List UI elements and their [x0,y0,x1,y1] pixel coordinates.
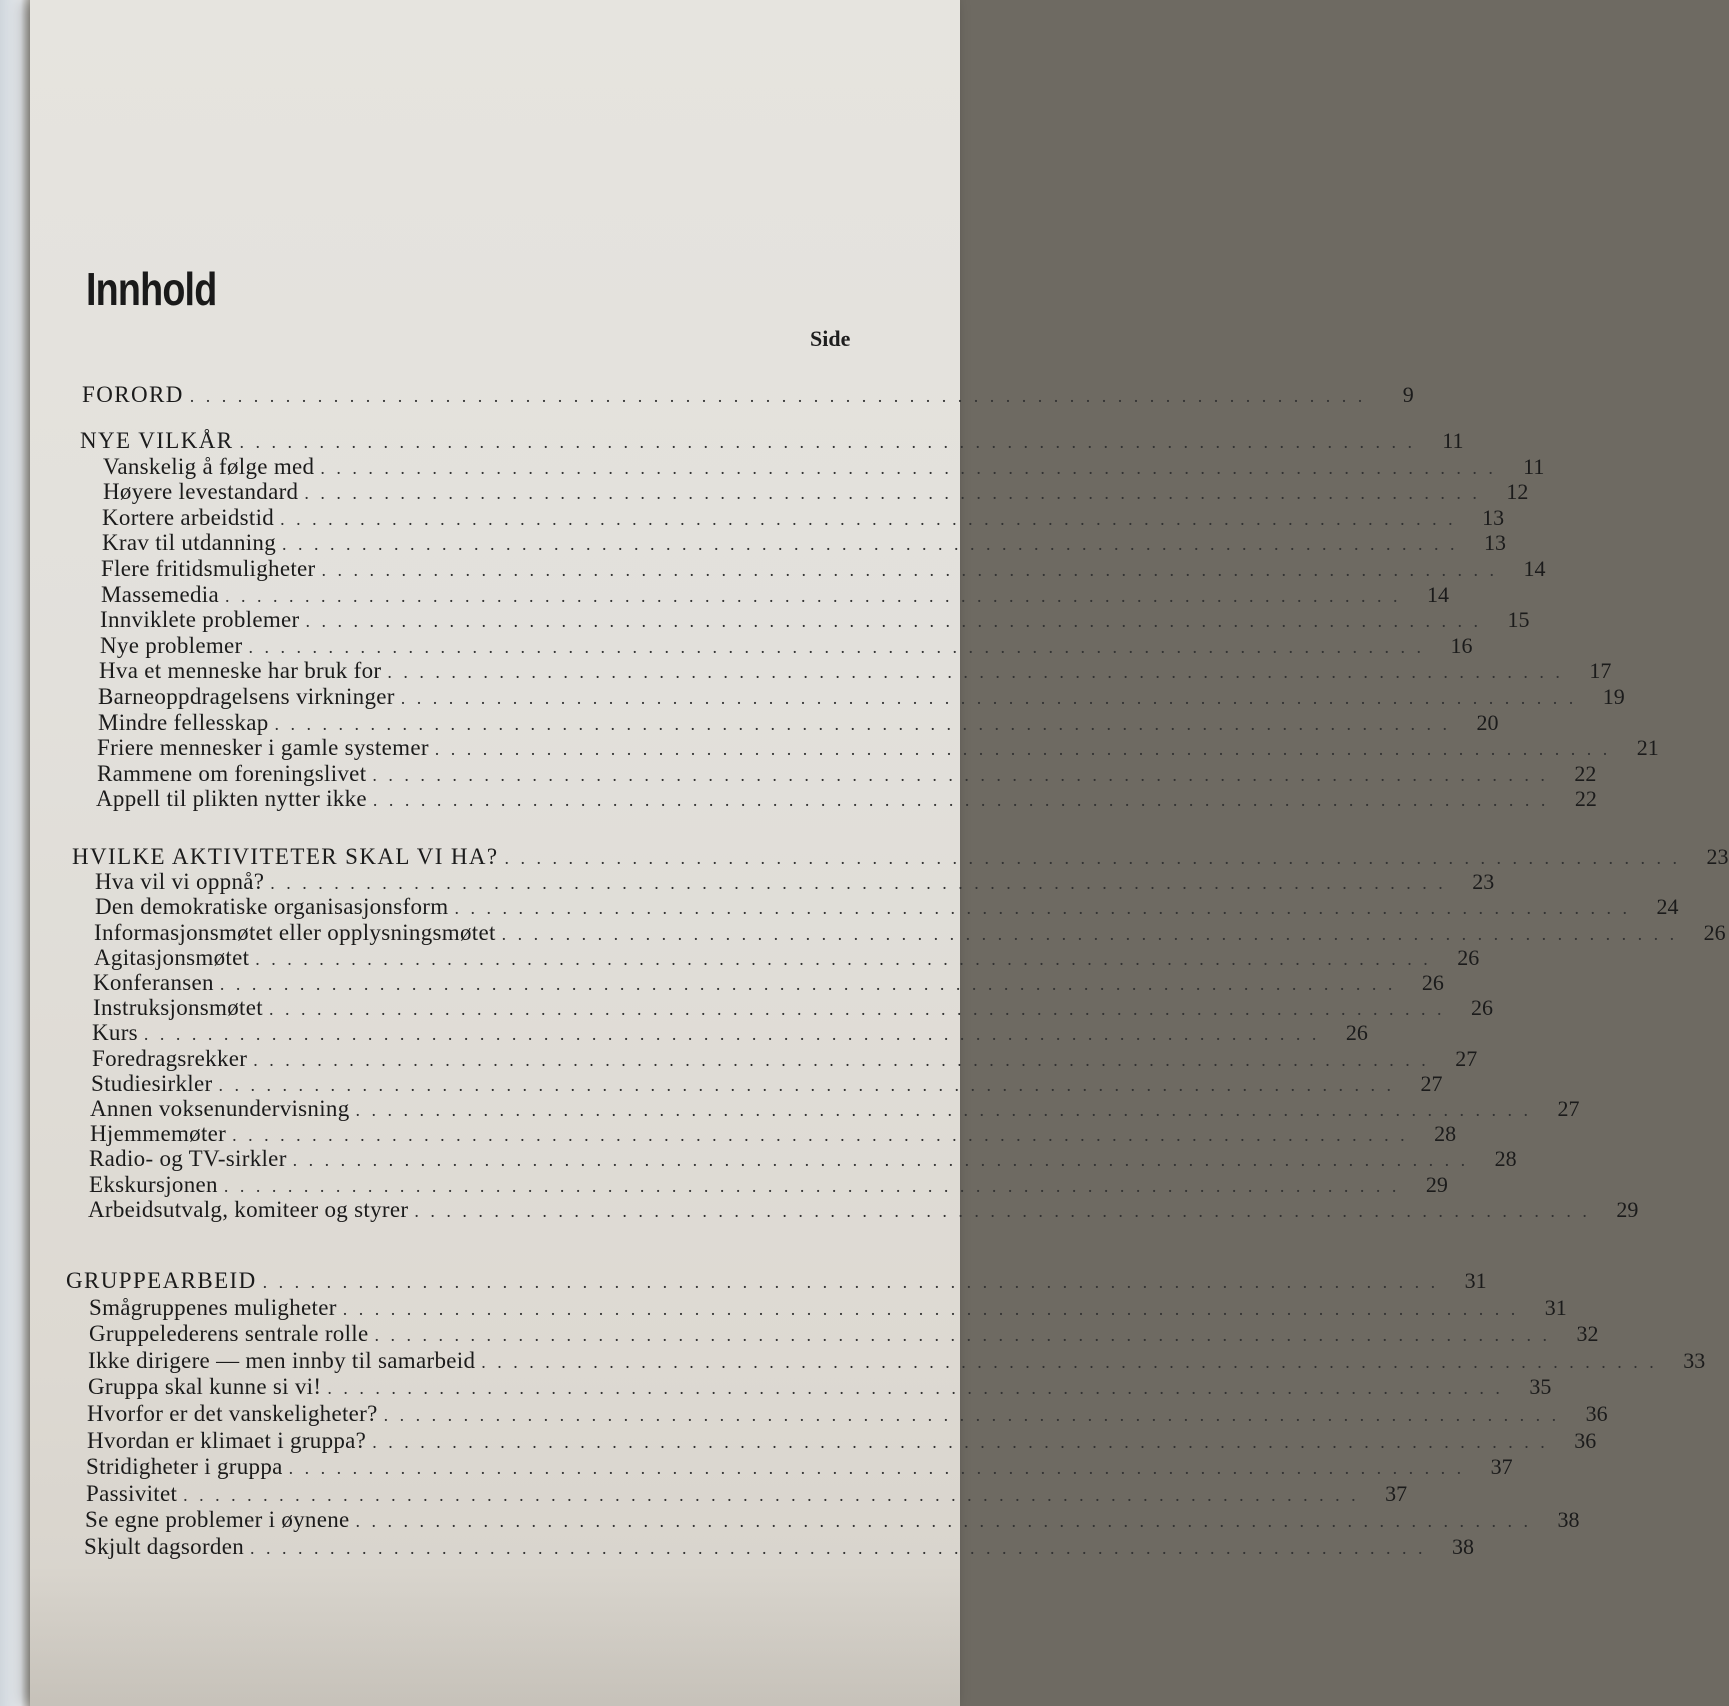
entry-title: Høyere levestandard [103,479,299,505]
dot-leader: . . . . . . . . . . . . . . . . . . . . . . . . . . . . . . . . . . . . . . . . . . . . . . . . . . . . . . . . . . . . . . . . . . . . . . . . . . [434,739,1611,760]
page-number: 37 [1385,1480,1408,1506]
dot-leader: . . . . . . . . . . . . . . . . . . . . . . . . . . . . . . . . . . . . . . . . . . . . . . . . . . . . . . . . . . . . . . . . . . . . . . . . . . [268,999,1445,1020]
toc-entry [100,607,1530,633]
entry-title: Hva vil vi oppnå? [95,869,265,895]
dot-leader: . . . . . . . . . . . . . . . . . . . . . . . . . . . . . . . . . . . . . . . . . . . . . . . . . . . . . . . . . . . . . . . . . . . . . . . . . . [253,1049,1430,1070]
entry-title: Appell til plikten nytter ikke [96,786,367,812]
page-number: 22 [1574,786,1597,812]
entry-title: Flere fritidsmuligheter [101,556,316,581]
toc-entry [94,944,1480,971]
dot-leader: . . . . . . . . . . . . . . . . . . . . . . . . . . . . . . . . . . . . . . . . . . . . . . . . . . . . . . . . . . . . . . . . . . . . . . . . . . [270,873,1447,894]
toc-entry [91,1070,1443,1097]
side-column-label: Side [810,326,851,351]
dot-leader: . . . . . . . . . . . . . . . . . . . . . . . . . . . . . . . . . . . . . . . . . . . . . . . . . . . . . . . . . . . . . . . . . . . . . . . . . . [248,636,1425,657]
toc-entry [89,1294,1567,1321]
entry-title: Agitasjonsmøtet [94,944,250,970]
dot-leader: . . . . . . . . . . . . . . . . . . . . . . . . . . . . . . . . . . . . . . . . . . . . . . . . . . . . . . . . . . . . . . . . . . . . . . . . . . [504,848,1681,868]
entry-title: Kurs [92,1020,138,1046]
entry-title: Skjult dagsorden [84,1534,245,1559]
page-number: 12 [1506,479,1529,505]
entry-title: Rammene om foreningslivet [97,760,367,786]
dot-leader: . . . . . . . . . . . . . . . . . . . . . . . . . . . . . . . . . . . . . . . . . . . . . . . . . . . . . . . . . . . . . . . . . . . . . . . . . . [239,432,1416,452]
entry-title: Innviklete problemer [100,607,300,633]
entry-title: Den demokratiske organisasjonsform [95,894,449,920]
page-number: 29 [1616,1196,1639,1222]
page-number: 24 [1656,894,1679,920]
page-number: 38 [1452,1534,1475,1559]
entry-title: Krav til utdanning [102,530,277,556]
dot-leader: . . . . . . . . . . . . . . . . . . . . . . . . . . . . . . . . . . . . . . . . . . . . . . . . . . . . . . . . . . . . . . . . . . . . . . . . . . [224,585,1401,606]
dot-leader: . . . . . . . . . . . . . . . . . . . . . . . . . . . . . . . . . . . . . . . . . . . . . . . . . . . . . . . . . . . . . . . . . . . . . . . . . . [383,1405,1560,1425]
entry-title: Passivitet [86,1480,178,1506]
toc-entry [101,581,1449,608]
page-number: 17 [1589,658,1612,684]
page-number: 31 [1544,1294,1567,1320]
dot-leader: . . . . . . . . . . . . . . . . . . . . . . . . . . . . . . . . . . . . . . . . . . . . . . . . . . . . . . . . . . . . . . . . . . . . . . . . . . [387,662,1564,683]
toc-entry [87,1401,1608,1427]
page-number: 27 [1455,1045,1478,1071]
toc-section-2 [80,428,1464,454]
page-number: 15 [1507,607,1530,633]
page-number: 28 [1494,1146,1517,1172]
entry-title: Arbeidsutvalg, komiteer og styrer [88,1196,409,1222]
toc-entry [102,504,1505,531]
page-number: 26 [1470,995,1493,1021]
toc-entry [97,735,1659,761]
entry-title: Ekskursjonen [89,1171,218,1197]
dot-leader: . . . . . . . . . . . . . . . . . . . . . . . . . . . . . . . . . . . . . . . . . . . . . . . . . . . . . . . . . . . . . . . . . . . . . . . . . . [327,1378,1504,1399]
toc-entry [96,786,1597,812]
toc-section-1 [82,382,1414,408]
page-number: 36 [1574,1427,1597,1453]
page-number: 33 [1683,1347,1706,1373]
page-number: 38 [1557,1507,1580,1533]
page-number: 9 [1402,382,1414,407]
entry-title: Informasjonsmøtet eller opplysningsmøtet [94,919,496,945]
page-number: 23 [1706,844,1729,869]
page-number: 22 [1574,760,1597,786]
dot-leader: . . . . . . . . . . . . . . . . . . . . . . . . . . . . . . . . . . . . . . . . . . . . . . . . . . . . . . . . . . . . . . . . . . . . . . . . . . [321,560,1498,580]
page-number: 13 [1484,530,1507,556]
toc-entry [90,1121,1457,1147]
toc-section-4 [66,1268,1487,1294]
entry-title: Stridigheter i gruppa [86,1454,283,1480]
entry-title: Barneoppdragelsens virkninger [98,684,395,709]
page-number: 36 [1585,1401,1608,1426]
toc-entry [89,1146,1517,1172]
page-number: 11 [1523,453,1545,479]
entry-title: Friere mennesker i gamle systemer [97,735,429,761]
entry-title: Gruppa skal kunne si vi! [88,1374,322,1400]
page-title: Innhold [86,263,217,315]
dot-leader: . . . . . . . . . . . . . . . . . . . . . . . . . . . . . . . . . . . . . . . . . . . . . . . . . . . . . . . . . . . . . . . . . . . . . . . . . . [372,1431,1549,1452]
dot-leader: . . . . . . . . . . . . . . . . . . . . . . . . . . . . . . . . . . . . . . . . . . . . . . . . . . . . . . . . . . . . . . . . . . . . . . . . . . [372,790,1549,811]
toc-entry [101,556,1546,582]
dot-leader: . . . . . . . . . . . . . . . . . . . . . . . . . . . . . . . . . . . . . . . . . . . . . . . . . . . . . . . . . . . . . . . . . . . . . . . . . . [223,1175,1400,1196]
toc-entry [98,709,1499,736]
dot-leader: . . . . . . . . . . . . . . . . . . . . . . . . . . . . . . . . . . . . . . . . . . . . . . . . . . . . . . . . . . . . . . . . . . . . . . . . . . [143,1024,1320,1045]
dot-leader: . . . . . . . . . . . . . . . . . . . . . . . . . . . . . . . . . . . . . . . . . . . . . . . . . . . . . . . . . . . . . . . . . . . . . . . . . . [355,1100,1532,1120]
entry-title: Se egne problemer i øynene [85,1507,350,1533]
toc-entry [85,1507,1580,1533]
toc-entry [103,453,1545,480]
toc-entry [97,760,1597,787]
page-number: 20 [1476,709,1499,735]
page-number: 13 [1482,504,1505,530]
dot-leader: . . . . . . . . . . . . . . . . . . . . . . . . . . . . . . . . . . . . . . . . . . . . . . . . . . . . . . . . . . . . . . . . . . . . . . . . . . [288,1458,1465,1479]
toc-entry [86,1454,1513,1480]
section-heading: FORORD [82,382,184,407]
entry-title: Ikke dirigere — men innby til samarbeid [88,1347,476,1373]
entry-title: Radio- og TV-sirkler [89,1146,287,1172]
dot-leader: . . . . . . . . . . . . . . . . . . . . . . . . . . . . . . . . . . . . . . . . . . . . . . . . . . . . . . . . . . . . . . . . . . . . . . . . . . [355,1511,1532,1532]
toc-entry [89,1321,1599,1347]
toc-entry [93,995,1493,1021]
toc-entry [102,530,1507,556]
page-number: 11 [1442,428,1464,453]
page-number: 26 [1457,944,1480,970]
page-number: 23 [1472,869,1495,895]
page-number: 29 [1425,1171,1448,1197]
entry-title: Kortere arbeidstid [102,504,275,530]
page-number: 35 [1529,1374,1552,1400]
entry-title: Vanskelig å følge med [103,453,315,479]
section-heading: NYE VILKÅR [80,428,234,453]
dot-leader: . . . . . . . . . . . . . . . . . . . . . . . . . . . . . . . . . . . . . . . . . . . . . . . . . . . . . . . . . . . . . . . . . . . . . . . . . . [374,1325,1551,1346]
page-number: 19 [1602,684,1625,709]
page-number: 26 [1703,919,1726,945]
dot-leader: . . . . . . . . . . . . . . . . . . . . . . . . . . . . . . . . . . . . . . . . . . . . . . . . . . . . . . . . . . . . . . . . . . . . . . . . . . [501,923,1678,944]
toc-entry [86,1480,1408,1507]
entry-title: Mindre fellesskap [98,709,269,735]
dot-leader: . . . . . . . . . . . . . . . . . . . . . . . . . . . . . . . . . . . . . . . . . . . . . . . . . . . . . . . . . . . . . . . . . . . . . . . . . . [218,1074,1395,1095]
page-number: 16 [1450,632,1473,658]
dot-leader: . . . . . . . . . . . . . . . . . . . . . . . . . . . . . . . . . . . . . . . . . . . . . . . . . . . . . . . . . . . . . . . . . . . . . . . . . . [255,948,1432,969]
dot-leader: . . . . . . . . . . . . . . . . . . . . . . . . . . . . . . . . . . . . . . . . . . . . . . . . . . . . . . . . . . . . . . . . . . . . . . . . . . [262,1272,1439,1292]
page-number: 26 [1345,1020,1368,1046]
entry-title: Hvordan er klimaet i gruppa? [87,1427,367,1453]
page-number: 28 [1434,1121,1457,1147]
toc-entry [92,1045,1478,1072]
page-number: 26 [1421,970,1444,995]
dot-leader: . . . . . . . . . . . . . . . . . . . . . . . . . . . . . . . . . . . . . . . . . . . . . . . . . . . . . . . . . . . . . . . . . . . . . . . . . . [282,534,1459,555]
page-number: 21 [1636,735,1659,761]
dot-leader: . . . . . . . . . . . . . . . . . . . . . . . . . . . . . . . . . . . . . . . . . . . . . . . . . . . . . . . . . . . . . . . . . . . . . . . . . . [414,1200,1591,1221]
dot-leader: . . . . . . . . . . . . . . . . . . . . . . . . . . . . . . . . . . . . . . . . . . . . . . . . . . . . . . . . . . . . . . . . . . . . . . . . . . [232,1125,1409,1146]
toc-entry [98,684,1625,710]
dot-leader: . . . . . . . . . . . . . . . . . . . . . . . . . . . . . . . . . . . . . . . . . . . . . . . . . . . . . . . . . . . . . . . . . . . . . . . . . . [183,1484,1360,1505]
toc-entry [99,658,1612,684]
toc-entry [93,970,1444,996]
dot-leader: . . . . . . . . . . . . . . . . . . . . . . . . . . . . . . . . . . . . . . . . . . . . . . . . . . . . . . . . . . . . . . . . . . . . . . . . . . [400,688,1577,708]
toc-entry [87,1427,1597,1454]
page-number: 27 [1420,1070,1443,1096]
dot-leader: . . . . . . . . . . . . . . . . . . . . . . . . . . . . . . . . . . . . . . . . . . . . . . . . . . . . . . . . . . . . . . . . . . . . . . . . . . [372,764,1549,785]
dot-leader: . . . . . . . . . . . . . . . . . . . . . . . . . . . . . . . . . . . . . . . . . . . . . . . . . . . . . . . . . . . . . . . . . . . . . . . . . . [189,386,1366,406]
dot-leader: . . . . . . . . . . . . . . . . . . . . . . . . . . . . . . . . . . . . . . . . . . . . . . . . . . . . . . . . . . . . . . . . . . . . . . . . . . [280,508,1457,529]
dot-leader: . . . . . . . . . . . . . . . . . . . . . . . . . . . . . . . . . . . . . . . . . . . . . . . . . . . . . . . . . . . . . . . . . . . . . . . . . . [320,457,1497,478]
entry-title: Instruksjonsmøtet [93,995,263,1021]
section-heading: HVILKE AKTIVITETER SKAL VI HA? [72,844,499,869]
toc-entry [95,894,1679,920]
toc-entry [100,632,1473,659]
page-number: 14 [1426,581,1449,607]
section-heading: GRUPPEARBEID [66,1268,257,1293]
toc-entry [89,1171,1448,1198]
page-number: 31 [1464,1268,1487,1293]
entry-title: Hvorfor er det vanskeligheter? [87,1401,378,1426]
page-number: 14 [1523,556,1546,581]
entry-title: Gruppelederens sentrale rolle [89,1321,369,1347]
toc-entry [90,1096,1580,1122]
dot-leader: . . . . . . . . . . . . . . . . . . . . . . . . . . . . . . . . . . . . . . . . . . . . . . . . . . . . . . . . . . . . . . . . . . . . . . . . . . [342,1298,1519,1319]
toc-entry [103,479,1529,505]
dot-leader: . . . . . . . . . . . . . . . . . . . . . . . . . . . . . . . . . . . . . . . . . . . . . . . . . . . . . . . . . . . . . . . . . . . . . . . . . . [250,1538,1427,1558]
dot-leader: . . . . . . . . . . . . . . . . . . . . . . . . . . . . . . . . . . . . . . . . . . . . . . . . . . . . . . . . . . . . . . . . . . . . . . . . . . [454,898,1631,919]
page-number: 27 [1557,1096,1580,1121]
page-number: 37 [1490,1454,1513,1480]
toc-section-3 [72,844,1729,870]
toc-entry [88,1374,1552,1400]
dot-leader: . . . . . . . . . . . . . . . . . . . . . . . . . . . . . . . . . . . . . . . . . . . . . . . . . . . . . . . . . . . . . . . . . . . . . . . . . . [274,713,1451,734]
entry-title: Annen voksenundervisning [90,1096,350,1121]
toc-entry [88,1196,1639,1223]
toc-entry [95,869,1495,895]
dot-leader: . . . . . . . . . . . . . . . . . . . . . . . . . . . . . . . . . . . . . . . . . . . . . . . . . . . . . . . . . . . . . . . . . . . . . . . . . . [219,974,1396,994]
entry-title: Smågruppenes muligheter [89,1294,337,1320]
entry-title: Studiesirkler [91,1070,213,1096]
entry-title: Massemedia [101,581,219,607]
entry-title: Konferansen [93,970,214,995]
entry-title: Hjemmemøter [90,1121,227,1147]
entry-title: Nye problemer [100,632,243,658]
dot-leader: . . . . . . . . . . . . . . . . . . . . . . . . . . . . . . . . . . . . . . . . . . . . . . . . . . . . . . . . . . . . . . . . . . . . . . . . . . [305,611,1482,632]
dot-leader: . . . . . . . . . . . . . . . . . . . . . . . . . . . . . . . . . . . . . . . . . . . . . . . . . . . . . . . . . . . . . . . . . . . . . . . . . . [304,483,1481,504]
toc-entry [84,1534,1475,1560]
toc-entry [92,1020,1368,1046]
dot-leader: . . . . . . . . . . . . . . . . . . . . . . . . . . . . . . . . . . . . . . . . . . . . . . . . . . . . . . . . . . . . . . . . . . . . . . . . . . [481,1351,1658,1372]
dot-leader: . . . . . . . . . . . . . . . . . . . . . . . . . . . . . . . . . . . . . . . . . . . . . . . . . . . . . . . . . . . . . . . . . . . . . . . . . . [292,1150,1469,1171]
toc-entry [94,919,1726,946]
entry-title: Foredragsrekker [92,1045,248,1071]
entry-title: Hva et menneske har bruk for [99,658,382,684]
toc-entry [88,1347,1706,1374]
page-number: 32 [1576,1321,1599,1347]
